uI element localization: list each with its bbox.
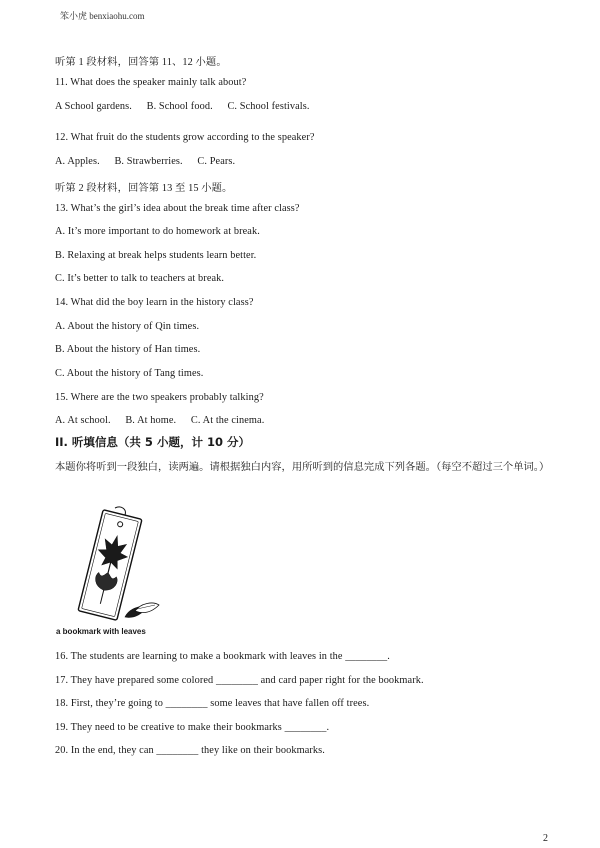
question-18: 18. First, they’re going to ________ some leaves that have fallen off trees. <box>55 698 370 709</box>
q14-option-a: A. About the history of Qin times. <box>55 321 200 332</box>
part2-intro: 听第 2 段材料，回答第 13 至 15 小题。 <box>55 183 233 194</box>
question-15-options <box>55 415 276 426</box>
q15-option-c: C. At the cinema. <box>190 415 265 426</box>
question-16: 16. The students are learning to make a bookmark with leaves in the ________. <box>55 651 390 662</box>
bookmark-figure <box>55 505 165 635</box>
q13-option-b: B. Relaxing at break helps students learn better. <box>55 250 257 261</box>
figure-caption: a bookmark with leaves <box>56 627 146 636</box>
site-header: 笨小虎 benxiaohu.com <box>60 11 145 21</box>
section-2-title: II. 听填信息（共 5 小题，计 10 分） <box>55 435 250 449</box>
q11-option-b: B. School food. <box>146 101 213 112</box>
question-17: 17. They have prepared some colored ________ and card paper right for the bookmark. <box>55 675 424 686</box>
question-14: 14. What did the boy learn in the history class? <box>55 297 254 308</box>
question-19: 19. They need to be creative to make their bookmarks ________. <box>55 722 330 733</box>
page-number: 2 <box>543 833 548 844</box>
q11-option-a: A School gardens. <box>55 101 132 112</box>
q13-option-c: C. It’s better to talk to teachers at break. <box>55 273 225 284</box>
q11-option-c: C. School festivals. <box>227 101 310 112</box>
question-15: 15. Where are the two speakers probably talking? <box>55 392 264 403</box>
question-11-options <box>55 101 322 112</box>
q13-option-a: A. It’s more important to do homework at break. <box>55 226 260 237</box>
question-20: 20. In the end, they can ________ they like on their bookmarks. <box>55 745 325 756</box>
part1-intro: 听第 1 段材料，回答第 11、12 小题。 <box>55 57 227 68</box>
question-11: 11. What does the speaker mainly talk about? <box>55 77 247 88</box>
question-13: 13. What’s the girl’s idea about the break time after class? <box>55 203 300 214</box>
bookmark-illustration <box>55 505 165 627</box>
q15-option-a: A. At school. <box>55 415 111 426</box>
section-2-instruction: 本题你将听到一段独白，读两遍。请根据独白内容，用所听到的信息完成下列各题。（每空不超过三个单词。） <box>55 461 550 473</box>
q12-option-a: A. Apples. <box>55 156 100 167</box>
question-12-options <box>55 156 247 167</box>
q14-option-b: B. About the history of Han times. <box>55 344 201 355</box>
question-12: 12. What fruit do the students grow according to the speaker? <box>55 132 315 143</box>
q14-option-c: C. About the history of Tang times. <box>55 368 204 379</box>
q15-option-b: B. At home. <box>125 415 177 426</box>
q12-option-c: C. Pears. <box>197 156 236 167</box>
q12-option-b: B. Strawberries. <box>114 156 183 167</box>
